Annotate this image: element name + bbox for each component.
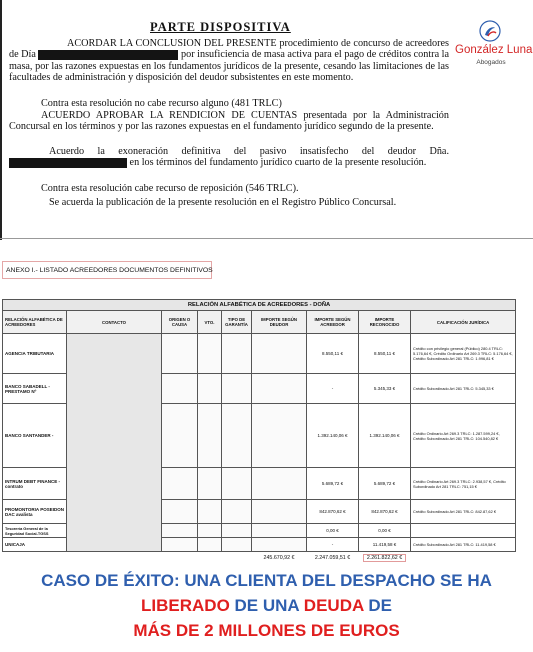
headline-line-1: CASO DE ÉXITO: UNA CLIENTA DEL DESPACHO SE HA [41,571,492,590]
amount-creditor: 8.550,11 € [307,334,359,374]
column-header: TIPO DE GARANTÍA [222,311,252,334]
empty-cell [198,334,222,374]
legal-qualification: Crédito Subordinado Art 281 TRLC: 11.419,58 € [411,538,516,552]
empty-cell [222,538,252,552]
paragraph-accounts: ACUERDO APROBAR LA RENDICION DE CUENTAS presentada por la Administración Concursal en los términos y por las razones expuestas en el fundamento jurídico segundo de la presente. [9,110,449,133]
amount-recognized: 8.550,11 € [359,334,411,374]
creditor-name: UNICAJA [3,538,67,552]
total-creditor: 2.247.059,51 € [314,555,351,561]
column-header: RELACIÓN ALFABÉTICA DE ACREEDORES [3,311,67,334]
empty-cell [3,552,67,565]
empty-cell [198,500,222,524]
resolution-scan [0,0,533,240]
column-header: IMPORTE RECONOCIDO [359,311,411,334]
amount-recognized: 0,00 € [359,524,411,538]
empty-cell [198,552,222,565]
firm-logo-name: González Luna [455,44,533,56]
paragraph-exoneration-b: en los términos del fundamento jurídico cuarto de la presente resolución. [129,157,427,169]
legal-qualification [411,524,516,538]
totals-row [3,552,516,565]
creditor-name: BANCO SABADELL - PRESTAMO Nº [3,374,67,404]
creditors-table [2,299,516,564]
headline-line-3: MÁS DE 2 MILLONES DE EUROS [133,621,400,640]
empty-cell [222,468,252,500]
empty-cell [222,552,252,565]
firm-logo-icon [479,20,501,42]
column-header: CALIFICACIÓN JURÍDICA [411,311,516,334]
legal-qualification: Crédito Subordinado Art 281 TRLC: 5.345,33 € [411,374,516,404]
amount-creditor: 0,00 € [307,524,359,538]
table-caption-row [3,300,516,311]
empty-cell [252,468,307,500]
headline-line-2 [0,596,533,616]
annex-label: ANEXO I.- LISTADO ACREEDORES DOCUMENTOS DEFINITIVOS [2,261,212,279]
paragraph-publication: Se acuerda la publicación de la presente resolución en el Registro Público Concursal. [49,197,397,208]
paragraph-exoneration [9,146,449,169]
amount-recognized: 11.419,58 € [359,538,411,552]
paragraph-appeal: Contra esta resolución cabe recurso de reposición (546 TRLC). [41,183,299,194]
headline-de: DE [363,596,392,615]
empty-cell [252,334,307,374]
empty-cell [162,404,198,468]
creditor-name: PROMONTORIA POSEIDON DAC avalista [3,500,67,524]
empty-cell [67,552,162,565]
empty-cell [222,524,252,538]
empty-cell [252,538,307,552]
creditor-name: Tesorería General de la Seguridad Social-TGSS [3,524,67,538]
legal-qualification: Crédito Ordinario Art 269.3 TRLC: 1.287.599,24 €, Crédito Subordinado Art 281 TRLC: 104.540,82 € [411,404,516,468]
paragraph-conclusion [9,38,449,84]
amount-recognized: 5.345,33 € [359,374,411,404]
empty-cell [162,374,198,404]
column-header: VTO. [198,311,222,334]
headline-liberado: LIBERADO [141,596,230,615]
paragraph-conclusion-b: por insuficiencia de masa activa para el pago de créditos contra la masa, por las razones expuestas en los fundamentos jurídicos de la presente, cesando las limitaciones de las facultades de administración y disposición del deudor subsistentes en este momento. [9,49,450,84]
headline-deuda: DEUDA [303,596,364,615]
empty-cell [252,524,307,538]
amount-creditor: 842.870,62 € [307,500,359,524]
paragraph-conclusion-a: ACORDAR LA CONCLUSION DEL PRESENTE procedimiento de concurso de acreedores de Día [9,38,449,61]
empty-cell [222,500,252,524]
paragraph-no-appeal: Contra esta resolución no cabe recurso alguno (481 TRLC) [41,98,282,109]
scan-bottom-edge [0,238,533,239]
column-header: ORIGEN O CAUSA [162,311,198,334]
empty-cell [162,538,198,552]
empty-cell [198,404,222,468]
empty-cell [252,374,307,404]
empty-cell [411,552,516,565]
empty-cell [222,374,252,404]
empty-cell [198,374,222,404]
resolution-title: PARTE DISPOSITIVA [150,20,291,34]
firm-logo-subtitle: Abogados [476,59,506,66]
empty-cell [162,468,198,500]
amount-creditor: - [307,538,359,552]
paragraph-exoneration-a: Acuerdo la exoneración definitiva del pasivo insatisfecho del deudor Dña. [49,146,449,157]
creditor-name: INTRUM DEBT FINANCE - contrato [3,468,67,500]
table-row [3,334,516,374]
column-header: IMPORTE SEGÚN DEUDOR [252,311,307,334]
empty-cell [198,524,222,538]
amount-creditor: 1.392.140,06 € [307,404,359,468]
legal-qualification: Crédito con privilegio general (Público) 280.4 TRLC: 5.176,64 €, Crédito Ordinario Art 269.3 TRLC: 5.176,64 €, Crédito Subordinado Art 281 TRLC: 1.996,81 € [411,334,516,374]
amount-recognized: 1.392.140,06 € [359,404,411,468]
amount-recognized: 842.870,62 € [359,500,411,524]
legal-qualification: Crédito Subordinado Art 281 TRLC: 842.87,62 € [411,500,516,524]
empty-cell [198,468,222,500]
redaction-bar [38,50,178,60]
empty-cell [198,538,222,552]
creditor-name: BANCO SANTANDER - [3,404,67,468]
empty-cell [252,404,307,468]
scan-edge [0,0,2,240]
amount-creditor: - [307,374,359,404]
amount-recognized: 5.689,72 € [359,468,411,500]
empty-cell [222,334,252,374]
total-recognized-cell [359,552,411,565]
column-header: CONTACTO [67,311,162,334]
table-header-row [3,311,516,334]
empty-cell [162,500,198,524]
total-recognized: 2.261.822,62 € [363,554,406,562]
legal-qualification: Crédito Ordinario Art 269.3 TRLC: 2.938,57 €, Crédito Subordinado Art 281 TRLC: 751,15 € [411,468,516,500]
table-caption: RELACIÓN ALFABÉTICA DE ACREEDORES - DOÑA [3,300,516,311]
creditor-name: AGENCIA TRIBUTARIA [3,334,67,374]
amount-creditor: 5.689,72 € [307,468,359,500]
total-debtor: 245.670,92 € [263,555,295,561]
contact-blurred [67,334,162,552]
empty-cell [162,524,198,538]
headline-de-una: DE UNA [229,596,304,615]
empty-cell [222,404,252,468]
empty-cell [252,500,307,524]
redaction-bar [9,158,127,168]
column-header: IMPORTE SEGÚN ACREEDOR [307,311,359,334]
empty-cell [162,552,198,565]
firm-logo [455,20,533,75]
empty-cell [162,334,198,374]
